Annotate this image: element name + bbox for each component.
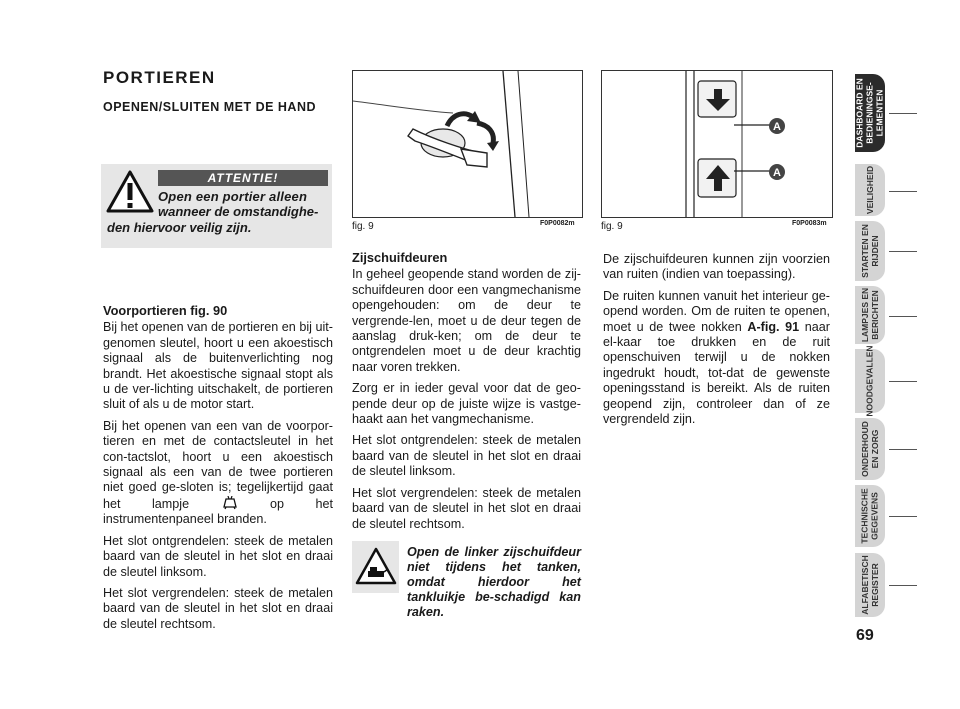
side-tab-maintenance[interactable] — [855, 418, 885, 480]
attention-line-2: wanneer de omstandighe- — [158, 204, 319, 219]
windows-section — [603, 252, 830, 433]
side-tab-technical[interactable] — [855, 485, 885, 547]
tab-divider — [889, 516, 917, 517]
windows-p2-ref: A-fig. 91 — [747, 319, 800, 334]
fig-right-code: F0P0083m — [792, 220, 827, 227]
side-tab-dashboard[interactable] — [855, 74, 885, 152]
fig-left-caption: fig. 9 — [352, 221, 374, 232]
side-tab-index[interactable] — [855, 553, 885, 617]
fuel-warning-icon — [355, 547, 397, 585]
figure-window-catches — [601, 70, 833, 218]
windows-p1: De zijschuifdeuren kunnen zijn voorzien van ruiten (indien van toepassing). — [603, 252, 830, 282]
section-subtitle: OPENEN/SLUITEN MET DE HAND — [103, 100, 317, 114]
front-doors-p2 — [103, 419, 333, 528]
windows-p2-pre: De ruiten kunnen vanuit het interieur ge-opend worden. Om de ruiten te openen, moet u de twee nokken — [603, 288, 830, 334]
side-tab-emergency[interactable] — [855, 345, 885, 417]
door-handle-illustration — [353, 71, 582, 217]
tab-divider — [889, 113, 917, 114]
tab-divider — [889, 381, 917, 382]
page-title: PORTIEREN — [103, 68, 216, 87]
attention-line-3: den hiervoor veilig zijn. — [107, 220, 252, 235]
fig-right-caption: fig. 9 — [601, 221, 623, 232]
tab-divider — [889, 251, 917, 252]
side-tab-label: DASHBOARD EN BEDIENINGSE- LEMENTEN — [855, 78, 886, 148]
side-tab-label: ONDERHOUD EN ZORG — [860, 421, 881, 477]
side-tab-label: ALFABETISCH REGISTER — [860, 555, 880, 615]
tab-divider — [889, 449, 917, 450]
window-catch-illustration — [602, 71, 832, 217]
front-doors-p3: Het slot ontgrendelen: steek de metalen baard van de sleutel in het slot en draai de sleutel linksom. — [103, 533, 333, 579]
side-tab-lamps[interactable] — [855, 286, 885, 344]
sliding-doors-p2: Zorg er in ieder geval voor dat de geo-pende deur op de juiste wijze is vastge-haakt aan het vangmechanisme. — [352, 381, 581, 427]
side-tab-starting[interactable] — [855, 221, 885, 281]
front-doors-p4: Het slot vergrendelen: steek de metalen baard van de sleutel in het slot en draai de sleutel rechtsom. — [103, 585, 333, 631]
front-doors-p2-end: op het instrumentenpaneel branden. — [103, 496, 333, 527]
tab-divider — [889, 585, 917, 586]
fig-left-code: F0P0082m — [540, 220, 575, 227]
side-tab-label: NOODGEVALLEN — [865, 345, 875, 417]
front-doors-p2-text: Bij het openen van een van de voorpor-tieren en met de contactsleutel in het con-tactslot, hoort u een akoestisch signaal als een van de twee portieren niet goed ge-sloten is; tegelijkertijd gaat het lampje — [103, 418, 333, 511]
side-tab-label: STARTEN EN RIJDEN — [860, 224, 880, 278]
attention-box — [101, 164, 332, 248]
front-doors-section — [103, 303, 333, 638]
figure-door-handle — [352, 70, 583, 218]
side-tab-label: LAMPJES EN BERICHTEN — [860, 287, 881, 343]
side-tab-label: TECHNISCHE GEGEVENS — [860, 488, 881, 544]
sliding-doors-p1: In geheel geopende stand worden de zij-schuifdeuren door een vangmechanisme opengehouden: om de deur te vergrende-len, moet u de deur tegen de aanslag druk-ken; om de deur te ontgrendelen moet u de deur krachtig naar voren trekken. — [352, 267, 581, 374]
side-tab-safety[interactable] — [855, 164, 885, 216]
attention-line-1: Open een portier alleen — [158, 189, 308, 204]
fuel-note-text: Open de linker zijschuifdeur niet tijdens het tanken, omdat hierdoor het tankluikje be-schadigd kan raken. — [407, 545, 581, 619]
fuel-note-icon-box — [352, 541, 399, 593]
windows-p2 — [603, 289, 830, 428]
warning-triangle-icon — [106, 170, 154, 213]
sliding-doors-heading: Zijschuifdeuren — [352, 250, 448, 265]
attention-label: ATTENTIE! — [158, 170, 328, 186]
page-number: 69 — [856, 627, 874, 644]
door-warning-lamp-icon — [221, 496, 239, 510]
sliding-doors-section — [352, 250, 581, 538]
front-doors-p1: Bij het openen van de portieren en bij uit-genomen sleutel, hoort u een akoestisch signaal als de buitenverlichting nog brandt. Het akoestische signaal stopt als u de ver-lichting uitschakelt, de portieren sluit of als u de motor start. — [103, 320, 333, 412]
tab-divider — [889, 191, 917, 192]
side-tab-label: VEILIGHEID — [865, 165, 875, 215]
callout-a-top: A — [773, 121, 781, 133]
windows-p2-post: naar el-kaar toe drukken en de ruit openschuiven terwijl u de nokken ingedrukt houdt, tot-dat de gewenste openingsstand is bereikt. Als de ruiten geopend zijn, controleer dan of ze vergrendeld zijn. — [603, 319, 830, 427]
callout-a-bottom: A — [773, 167, 781, 179]
tab-divider — [889, 316, 917, 317]
front-doors-heading: Voorportieren fig. 90 — [103, 303, 228, 318]
sliding-doors-p3: Het slot ontgrendelen: steek de metalen baard van de sleutel in het slot en draai de sleutel linksom. — [352, 433, 581, 479]
sliding-doors-p4: Het slot vergrendelen: steek de metalen baard van de sleutel in het slot en draai de sleutel rechtsom. — [352, 485, 581, 531]
